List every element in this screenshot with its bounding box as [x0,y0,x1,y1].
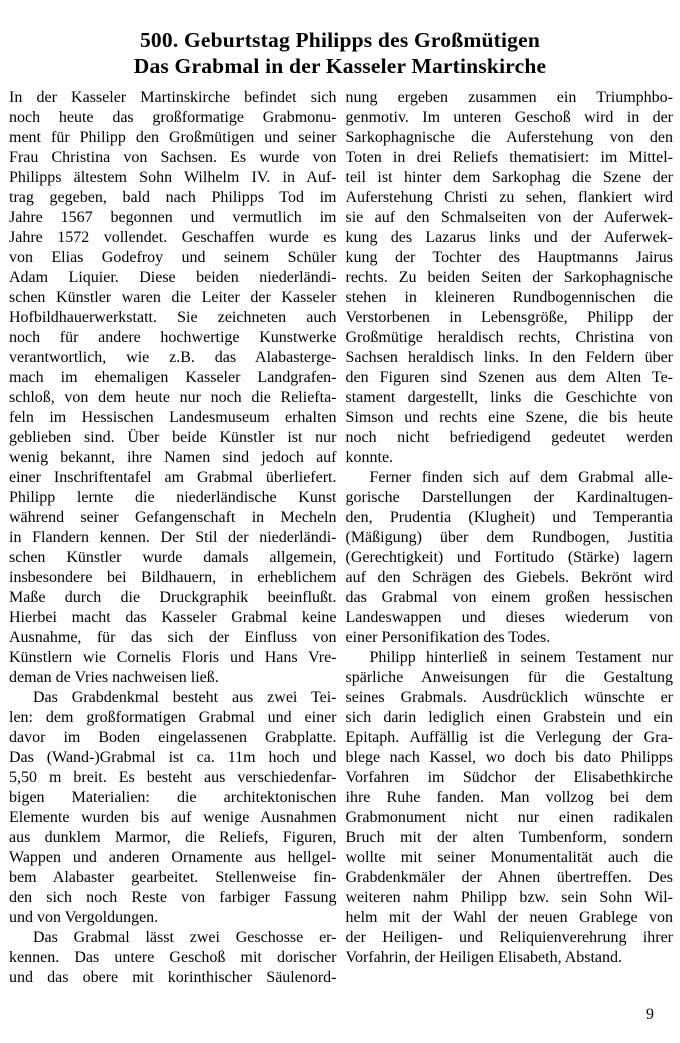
text-line: kung des Lazarus links und der Auferwek- [345,229,673,246]
text-line: Philipps ältestem Sohn Wilhelm IV. in Auf- [9,169,337,186]
text-line: wollte mit seiner Monumentalität auch die [345,849,673,866]
text-line: Sarkophagnische die Auferstehung von den [345,129,673,146]
text-line: Frau Christina von Sachsen. Es wurde von [9,149,337,166]
text-line: wenig bekannt, ihre Namen sind jedoch auf [9,449,337,466]
text-line: während seiner Gefangenschaft in Mecheln [9,509,337,526]
text-line: Jahre 1572 vollendet. Geschaffen wurde es [9,229,337,246]
text-line: (Gerechtigkeit) und Fortitudo (Stärke) lagern [345,549,673,566]
text-line: bem Alabaster gearbeitet. Stellenweise fin- [9,869,337,886]
text-line: einer Personifikation des Todes. [345,629,551,646]
text-line: das Grabmal von einem großen hessischen [345,589,673,606]
text-line: Landeswappen und dieses wiederum von [345,609,673,626]
text-line: Künstlern wie Cornelis Floris und Hans Vre- [9,649,337,666]
text-line: kennen. Das untere Geschoß mit dorischer [9,949,337,966]
text-line: von Elias Godefroy und seinem Schüler [9,249,337,266]
text-line: den Figuren sind Szenen aus dem Alten Te- [345,369,673,386]
paragraph [9,928,337,988]
text-line: genmotiv. Im unteren Geschoß wird in der [345,109,673,126]
left-column [9,88,337,988]
text-line: helm mit der Wahl der neuen Grablege von [345,909,673,926]
text-line: sie auf den Schmalseiten von der Auferwek- [345,209,673,226]
text-line: Das (Wand-)Grabmal ist ca. 11m hoch und [9,749,337,766]
text-line: ihre Ruhe fanden. Man vollzog bei dem [345,789,673,806]
text-line: Elemente wurden bis auf wenige Ausnahmen [9,809,337,826]
text-line: aus dunklem Marmor, die Reliefs, Figuren, [9,829,337,846]
text-line: davor im Boden eingelassenen Grabplatte. [9,729,337,746]
paragraph [346,648,674,968]
text-line: Epitaph. Auffällig ist die Verlegung der Gra- [345,729,673,746]
text-line: Das Grabmal lässt zwei Geschosse er- [33,929,337,946]
text-line: len: dem großformatigen Grabmal und einer [9,709,337,726]
text-line: und das obere mit korinthischer Säulenord- [9,969,337,986]
text-line: Wappen und anderen Ornamente aus hellgel- [9,849,337,866]
text-line: Philipp lernte die niederländische Kunst [9,489,337,506]
text-line: und von Vergoldungen. [9,909,159,926]
page-title [0,27,680,79]
paragraph [9,88,337,688]
text-line: noch nicht befriedigend gedeutet werden [345,429,673,446]
text-line: rechts. Zu beiden Seiten der Sarkophagnische [345,269,673,286]
page-header [0,0,680,79]
text-line: Hofbildhauerwerkstatt. Sie zeichneten auch [9,309,337,326]
paragraph [346,468,674,648]
text-line: (Mäßigung) über dem Rundbogen, Justitia [345,529,673,546]
text-line: Grabdenkmäler der Ahnen übertreffen. Des [345,869,673,886]
text-line: stehen in kleineren Rundbogennischen die [345,289,673,306]
text-line: geblieben sind. Über beide Künstler ist nur [9,429,337,446]
text-line: blege nach Kassel, wo doch bis dato Philipps [345,749,673,766]
text-line: auf den Schrägen des Giebels. Bekrönt wird [345,569,673,586]
text-line: gorische Darstellungen der Kardinaltugen- [345,489,673,506]
text-line: bigen Materialien: die architektonischen [9,789,337,806]
text-line: verantwortlich, wie z.B. das Alabasterge- [9,349,337,366]
page-number: 9 [646,1006,654,1023]
text-line: Vorfahren im Südchor der Elisabethkirche [345,769,673,786]
text-line: stament dargestellt, links die Geschichte von [345,389,673,406]
text-line: Bruch mit der alten Tumbenform, sondern [345,829,673,846]
text-line: seines Grabmals. Ausdrücklich wünschte er [345,689,673,706]
text-line: nung ergeben zusammen ein Triumphbo- [345,89,673,106]
title-line-2: Das Grabmal in der Kasseler Martinskirche [133,54,547,78]
text-line: noch heute das großformatige Grabmonu- [9,109,337,126]
title-line-1: 500. Geburtstag Philipps des Großmütigen [139,28,541,52]
text-line: noch für andere hochwertige Kunstwerke [9,329,337,346]
text-line: trag gegeben, bald nach Philipps Tod im [9,189,337,206]
text-line: einer Inschriftentafel am Grabmal überliefert. [9,469,337,486]
text-line: 5,50 m breit. Es besteht aus verschiedenfar- [9,769,337,786]
text-line: Grabmonument nicht nur einen radikalen [345,809,673,826]
text-line: schen Künstler waren die Leiter der Kasseler [9,289,337,306]
text-line: Hierbei macht das Kasseler Grabmal keine [9,609,337,626]
text-line: Simson und rechts eine Szene, die bis heute [345,409,673,426]
text-line: Verstorbenen in Lebensgröße, Philipp der [345,309,673,326]
text-line: Auferstehung Christi zu sehen, flankiert wird [345,189,673,206]
text-line: ment für Philipp den Großmütigen und seiner [9,129,337,146]
text-line: weiteren nahm Philipp bzw. sein Sohn Wil- [345,889,673,906]
text-line: insbesondere bei Bildhauern, in erheblichem [9,569,337,586]
text-line: den, Prudentia (Klugheit) und Temperantia [345,509,673,526]
text-line: Ausnahme, für das sich der Einfluss von [9,629,337,646]
text-line: schloß, von dem heute nur noch die Reliefta- [9,389,337,406]
text-line: Das Grabdenkmal besteht aus zwei Tei- [33,689,337,706]
two-column-body [0,79,680,988]
text-line: Toten in drei Reliefs thematisiert: im Mittel- [345,149,673,166]
text-line: Sachsen heraldisch links. In den Feldern über [345,349,673,366]
paragraph [346,88,674,468]
paragraph [9,688,337,928]
text-line: spärliche Anweisungen für die Gestaltung [345,669,673,686]
text-line: den sich noch Reste von farbiger Fassung [9,889,337,906]
text-line: In der Kasseler Martinskirche befindet sich [9,89,337,106]
right-column [346,88,674,988]
text-line: Philipp hinterließ in seinem Testament nur [369,649,673,666]
text-line: feln im Hessischen Landesmuseum erhalten [9,409,337,426]
text-line: Ferner finden sich auf dem Grabmal alle- [369,469,673,486]
text-line: der Heiligen- und Reliquienverehrung ihrer [345,929,673,946]
text-line: in Flandern kennen. Der Stil der niederländi- [9,529,337,546]
text-line: mach im ehemaligen Kasseler Landgrafen- [9,369,337,386]
text-line: Jahre 1567 begonnen und vermutlich im [9,209,337,226]
text-line: Adam Liquier. Diese beiden niederländi- [9,269,337,286]
text-line: schen Künstler wurde damals allgemein, [9,549,337,566]
text-line: kung der Tochter des Hauptmanns Jairus [345,249,673,266]
text-line: Maße durch die Druckgraphik beeinflußt. [9,589,337,606]
text-line: sich darin lediglich einen Grabstein und ein [345,709,673,726]
text-line: deman de Vries nachweisen ließ. [9,669,219,686]
text-line: Großmütige heraldisch rechts, Christina von [345,329,673,346]
text-line: Vorfahrin, der Heiligen Elisabeth, Abstand. [345,949,623,966]
text-line: konnte. [345,449,394,466]
text-line: teil ist hinter dem Sarkophag die Szene der [345,169,673,186]
